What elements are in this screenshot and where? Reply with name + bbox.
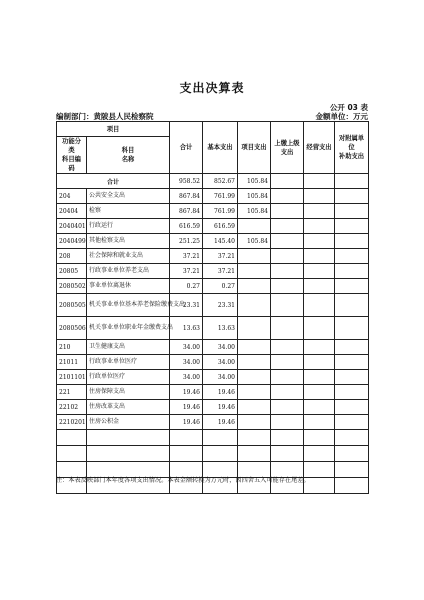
table-row	[57, 355, 369, 370]
row-upper	[271, 370, 304, 385]
table-row	[57, 219, 369, 234]
row-total: 867.84	[170, 204, 203, 219]
row-subsidy	[335, 370, 369, 385]
row-code: 20404	[57, 204, 87, 219]
row-total: 867.84	[170, 189, 203, 204]
row-name: 机关事业单位基本养老保险缴费支出	[87, 294, 170, 317]
row-project	[238, 279, 271, 294]
row-operating	[304, 234, 335, 249]
empty-cell	[304, 446, 335, 462]
table-row	[57, 294, 369, 317]
row-name: 行政事业单位医疗	[87, 355, 170, 370]
empty-cell	[170, 430, 203, 446]
row-subsidy	[335, 294, 369, 317]
row-code: 2210201	[57, 415, 87, 430]
row-code: 2040499	[57, 234, 87, 249]
row-upper	[271, 415, 304, 430]
row-subsidy	[335, 204, 369, 219]
row-code: 2080506	[57, 317, 87, 340]
row-project: 105.84	[238, 204, 271, 219]
row-operating	[304, 249, 335, 264]
empty-cell	[203, 430, 238, 446]
row-subsidy	[335, 355, 369, 370]
row-operating	[304, 355, 335, 370]
row-upper	[271, 317, 304, 340]
row-upper	[271, 400, 304, 415]
table-row	[57, 204, 369, 219]
row-project	[238, 370, 271, 385]
total-label: 合计	[57, 174, 170, 189]
expenditure-table	[56, 121, 369, 494]
row-subsidy	[335, 219, 369, 234]
row-project	[238, 355, 271, 370]
row-total: 19.46	[170, 400, 203, 415]
row-subsidy	[335, 385, 369, 400]
row-subsidy	[335, 279, 369, 294]
row-project: 105.84	[238, 189, 271, 204]
row-total: 251.25	[170, 234, 203, 249]
row-upper	[271, 264, 304, 279]
row-code: 204	[57, 189, 87, 204]
row-subsidy	[335, 264, 369, 279]
row-operating	[304, 189, 335, 204]
table-row	[57, 249, 369, 264]
row-operating	[304, 385, 335, 400]
row-subsidy	[335, 415, 369, 430]
row-code: 21011	[57, 355, 87, 370]
row-subsidy	[335, 317, 369, 340]
empty-cell	[271, 446, 304, 462]
empty-cell	[57, 446, 87, 462]
table-row	[57, 385, 369, 400]
row-basic: 37.21	[203, 249, 238, 264]
row-basic: 761.99	[203, 204, 238, 219]
row-total: 23.31	[170, 294, 203, 317]
header-code: 功能分类 科目编码	[57, 137, 87, 174]
table-row	[57, 370, 369, 385]
total-total: 958.52	[170, 174, 203, 189]
row-basic: 37.21	[203, 264, 238, 279]
row-basic: 23.31	[203, 294, 238, 317]
row-operating	[304, 264, 335, 279]
row-total: 19.46	[170, 415, 203, 430]
row-basic: 19.46	[203, 415, 238, 430]
footnote: 注：本表反映部门本年度各项支出情况。本表金额转换为万元时，因四舍五入可能存在尾差。	[56, 477, 310, 484]
row-operating	[304, 219, 335, 234]
total-basic: 852.67	[203, 174, 238, 189]
empty-cell	[335, 430, 369, 446]
empty-cell	[57, 430, 87, 446]
row-project	[238, 249, 271, 264]
row-project	[238, 385, 271, 400]
row-upper	[271, 249, 304, 264]
row-total: 13.63	[170, 317, 203, 340]
row-name: 机关事业单位职业年金缴费支出	[87, 317, 170, 340]
row-code: 210	[57, 340, 87, 355]
row-code: 2101101	[57, 370, 87, 385]
row-name: 行政运行	[87, 219, 170, 234]
row-basic: 145.40	[203, 234, 238, 249]
row-name: 行政事业单位养老支出	[87, 264, 170, 279]
empty-row	[57, 446, 369, 462]
row-operating	[304, 370, 335, 385]
row-total: 616.59	[170, 219, 203, 234]
header-item: 项目	[57, 122, 170, 137]
row-name: 公共安全支出	[87, 189, 170, 204]
empty-cell	[271, 430, 304, 446]
row-subsidy	[335, 234, 369, 249]
table-row	[57, 317, 369, 340]
row-total: 34.00	[170, 340, 203, 355]
table-row	[57, 340, 369, 355]
row-operating	[304, 204, 335, 219]
row-basic: 34.00	[203, 355, 238, 370]
row-upper	[271, 189, 304, 204]
row-upper	[271, 204, 304, 219]
header-operating: 经营支出	[304, 122, 335, 174]
row-project: 105.84	[238, 234, 271, 249]
form-number: 公开 03 表	[329, 103, 368, 112]
row-project	[238, 400, 271, 415]
table-row	[57, 415, 369, 430]
row-project	[238, 340, 271, 355]
row-project	[238, 294, 271, 317]
row-subsidy	[335, 340, 369, 355]
row-project	[238, 317, 271, 340]
row-basic: 0.27	[203, 279, 238, 294]
row-name: 行政单位医疗	[87, 370, 170, 385]
header-basic: 基本支出	[203, 122, 238, 174]
row-name: 事业单位离退休	[87, 279, 170, 294]
row-total: 0.27	[170, 279, 203, 294]
table-row	[57, 400, 369, 415]
row-basic: 34.00	[203, 340, 238, 355]
header-name: 科目 名称	[87, 137, 170, 174]
empty-cell	[304, 430, 335, 446]
row-basic: 19.46	[203, 400, 238, 415]
header-total: 合计	[170, 122, 203, 174]
row-subsidy	[335, 189, 369, 204]
row-total: 37.21	[170, 249, 203, 264]
table-row	[57, 279, 369, 294]
row-code: 22102	[57, 400, 87, 415]
row-code: 20805	[57, 264, 87, 279]
row-operating	[304, 279, 335, 294]
row-code: 208	[57, 249, 87, 264]
row-code: 2040401	[57, 219, 87, 234]
total-project: 105.84	[238, 174, 271, 189]
row-total: 37.21	[170, 264, 203, 279]
row-operating	[304, 317, 335, 340]
row-subsidy	[335, 249, 369, 264]
row-upper	[271, 279, 304, 294]
row-total: 34.00	[170, 355, 203, 370]
empty-cell	[238, 430, 271, 446]
row-name: 住房改革支出	[87, 400, 170, 415]
total-upper	[271, 174, 304, 189]
row-basic: 761.99	[203, 189, 238, 204]
total-operating	[304, 174, 335, 189]
row-basic: 13.63	[203, 317, 238, 340]
header-upper: 上缴上级 支出	[271, 122, 304, 174]
table-row	[57, 189, 369, 204]
row-basic: 19.46	[203, 385, 238, 400]
row-name: 其他检察支出	[87, 234, 170, 249]
empty-row	[57, 430, 369, 446]
department-label: 编制部门：黄陂县人民检察院	[56, 112, 154, 121]
row-basic: 34.00	[203, 370, 238, 385]
row-upper	[271, 234, 304, 249]
row-total: 19.46	[170, 385, 203, 400]
empty-cell	[87, 430, 170, 446]
page-title: 支出决算表	[179, 81, 245, 95]
row-project	[238, 219, 271, 234]
row-operating	[304, 400, 335, 415]
unit-label: 金额单位：万元	[315, 112, 368, 121]
row-subsidy	[335, 400, 369, 415]
row-upper	[271, 385, 304, 400]
row-name: 检察	[87, 204, 170, 219]
row-code: 2080502	[57, 279, 87, 294]
header-subsidy: 对附属单位 补助支出	[335, 122, 369, 174]
row-name: 住房保障支出	[87, 385, 170, 400]
row-name: 卫生健康支出	[87, 340, 170, 355]
row-basic: 616.59	[203, 219, 238, 234]
empty-cell	[238, 446, 271, 462]
row-code: 221	[57, 385, 87, 400]
row-operating	[304, 415, 335, 430]
empty-cell	[170, 446, 203, 462]
row-upper	[271, 340, 304, 355]
total-subsidy	[335, 174, 369, 189]
row-upper	[271, 355, 304, 370]
empty-cell	[335, 446, 369, 462]
row-code: 2080505	[57, 294, 87, 317]
table-row	[57, 264, 369, 279]
row-operating	[304, 340, 335, 355]
row-name: 社会保障和就业支出	[87, 249, 170, 264]
header-project: 项目支出	[238, 122, 271, 174]
row-operating	[304, 294, 335, 317]
row-total: 34.00	[170, 370, 203, 385]
total-row	[57, 174, 369, 189]
row-upper	[271, 294, 304, 317]
row-project	[238, 415, 271, 430]
empty-cell	[87, 446, 170, 462]
table-row	[57, 234, 369, 249]
row-project	[238, 264, 271, 279]
empty-cell	[203, 446, 238, 462]
row-name: 住房公积金	[87, 415, 170, 430]
row-upper	[271, 219, 304, 234]
